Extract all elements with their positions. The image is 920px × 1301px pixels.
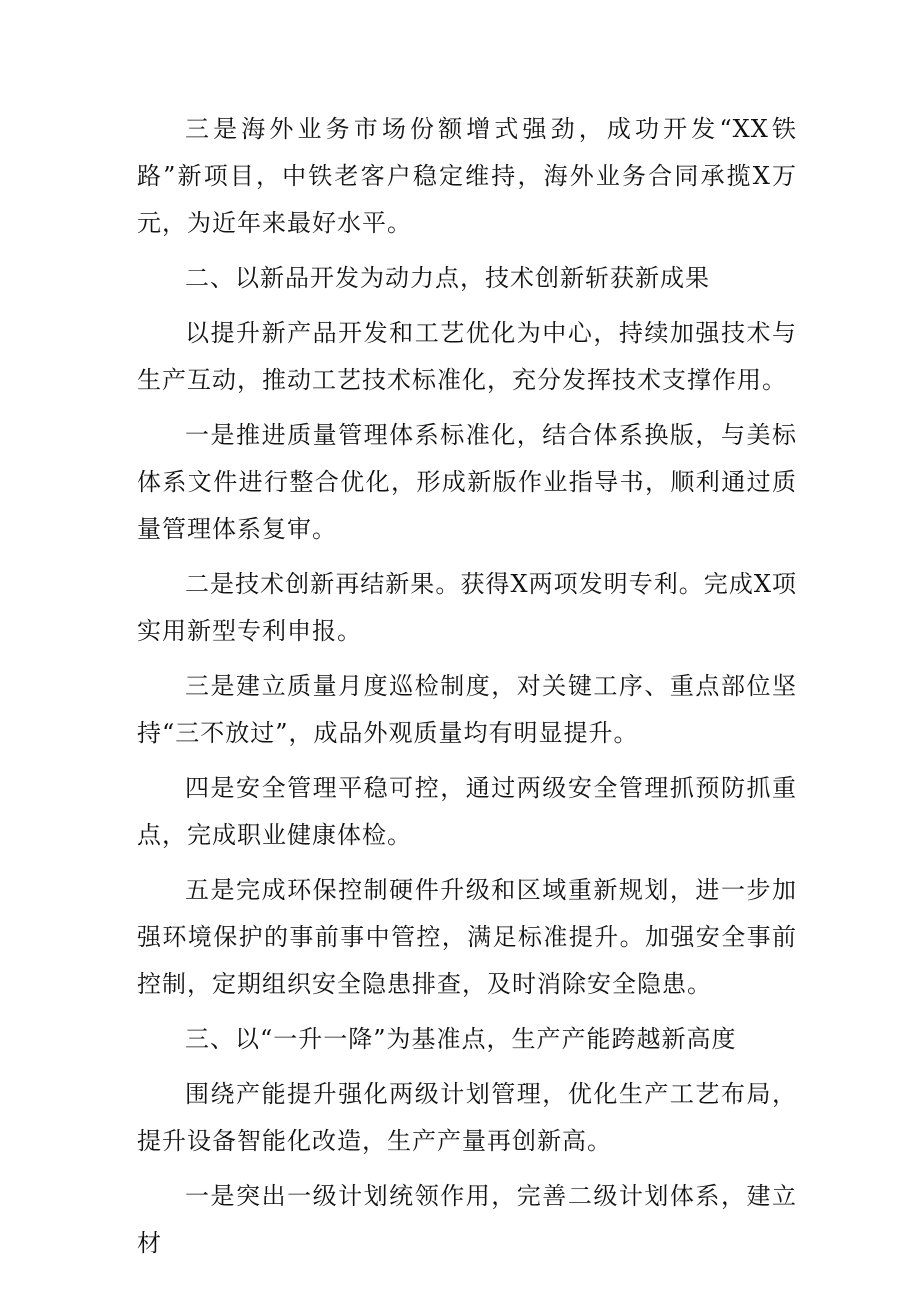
section-heading-2: 二、以新品开发为动力点，技术创新斩获新成果 [185,264,710,292]
document-body [137,106,797,1267]
paragraph-quality-system: 一是推进质量管理体系标准化，结合体系换版，与美标体系文件进行整合优化，形成新版作业指导书，顺利通过质量管理体系复审。 [137,421,797,543]
paragraph-section-2-intro: 以提升新产品开发和工艺优化为中心，持续加强技术与生产互动，推动工艺技术标准化，充分发挥技术支撑作用。 [137,319,797,394]
paragraph-tech-innovation: 二是技术创新再结新果。获得X两项发明专利。完成X项实用新型专利申报。 [137,570,797,645]
paragraph-monthly-inspection: 三是建立质量月度巡检制度，对关键工序、重点部位坚持“三不放过”，成品外观质量均有明显提升。 [137,672,797,747]
paragraph-environmental-control: 五是完成环保控制硬件升级和区域重新规划，进一步加强环境保护的事前事中管控，满足标准提升。加强安全事前控制，定期组织安全隐患排查，及时消除安全隐患。 [137,876,797,998]
section-heading-3: 三、以“一升一降”为基准点，生产产能跨越新高度 [185,1025,737,1053]
paragraph-section-3-intro: 围绕产能提升强化两级计划管理，优化生产工艺布局，提升设备智能化改造，生产产量再创新高。 [137,1080,797,1155]
paragraph-safety-management: 四是安全管理平稳可控，通过两级安全管理抓预防抓重点，完成职业健康体检。 [137,774,797,849]
paragraph-plan-leadership: 一是突出一级计划统领作用，完善二级计划体系，建立材 [137,1182,797,1257]
paragraph-overseas-market: 三是海外业务市场份额增式强劲，成功开发“XX铁路”新项目，中铁老客户稳定维持，海外业务合同承揽X万元，为近年来最好水平。 [137,115,797,237]
